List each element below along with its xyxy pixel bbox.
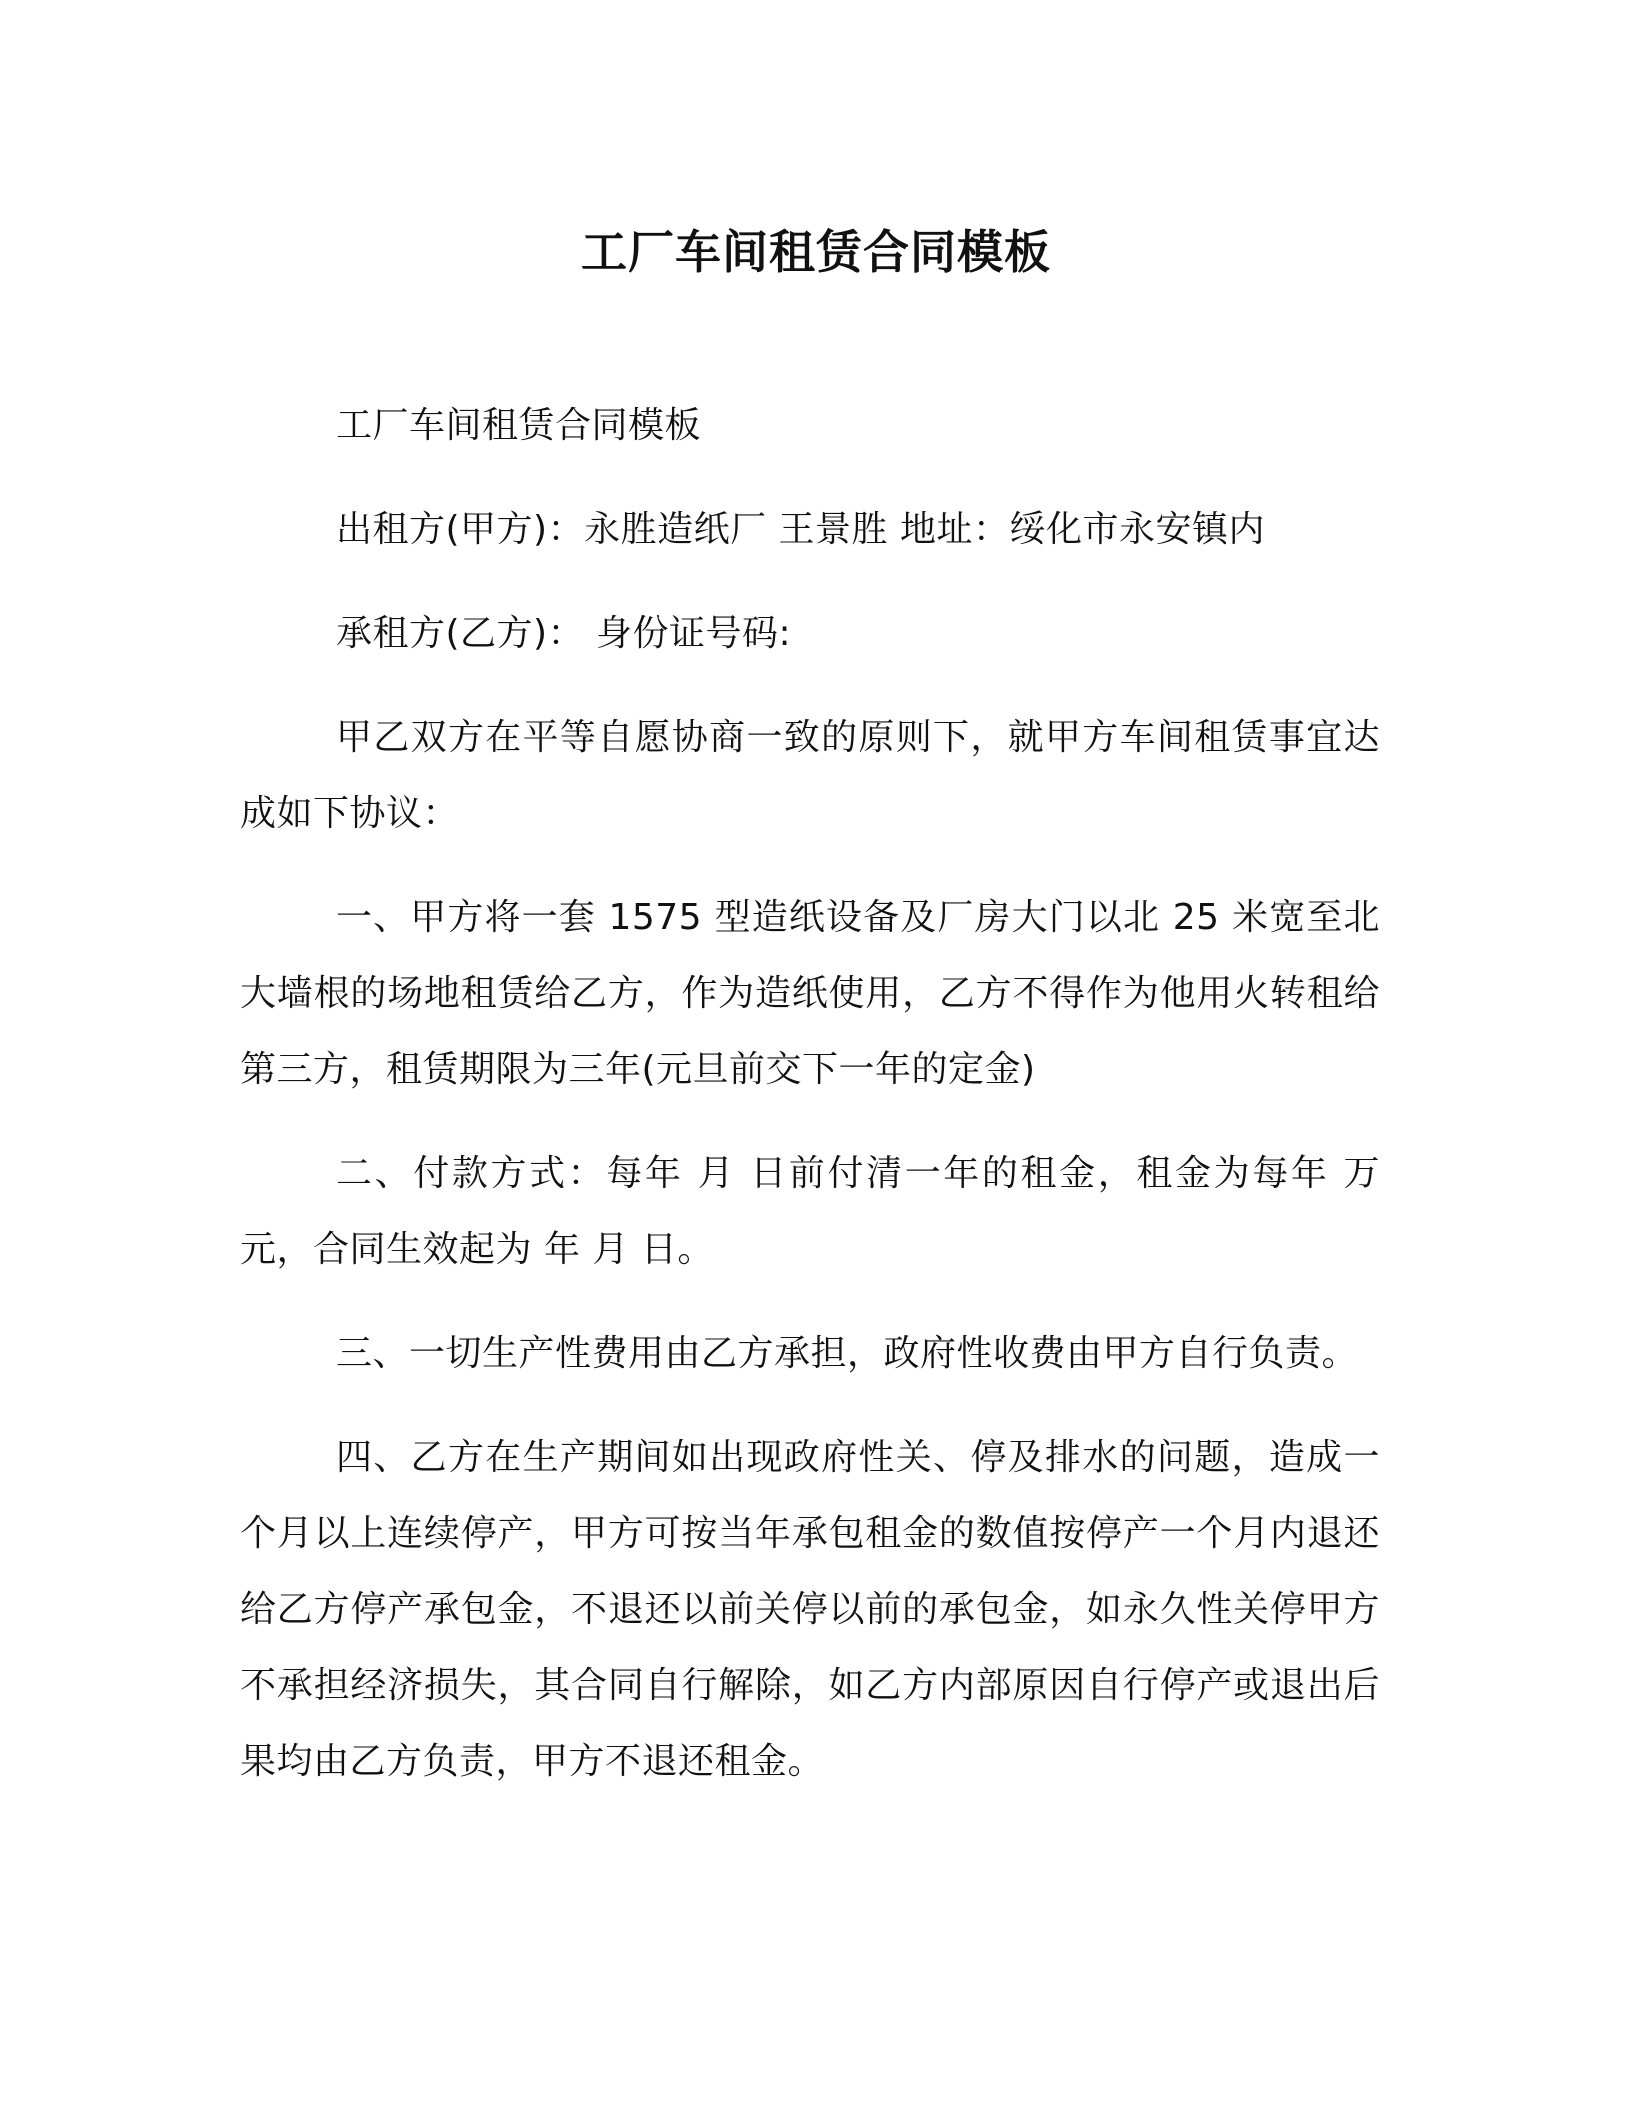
paragraph-clause-1: 一、甲方将一套 1575 型造纸设备及厂房大门以北 25 米宽至北大墙根的场地租赁给乙方，作为造纸使用，乙方不得作为他用火转租给第三方，租赁期限为三年(元旦前交下一年的定金) [240,897,1380,1090]
paragraph-clause-3: 三、一切生产性费用由乙方承担，政府性收费由甲方自行负责。 [336,1333,1359,1374]
paragraph-lessor: 出租方(甲方)：永胜造纸厂 王景胜 地址：绥化市永安镇内 [336,509,1265,550]
paragraph-lessee: 承租方(乙方)： 身份证号码: [336,613,792,654]
paragraph-subtitle: 工厂车间租赁合同模板 [336,405,702,446]
paragraph-clause-2: 二、付款方式：每年 月 日前付清一年的租金，租金为每年 万元，合同生效起为 年 月 日。 [240,1153,1380,1270]
document-body [240,388,1380,1828]
paragraph-preamble: 甲乙双方在平等自愿协商一致的原则下，就甲方车间租赁事宜达成如下协议： [240,717,1380,834]
document-title: 工厂车间租赁合同模板 [581,225,1051,279]
paragraph-clause-4: 四、乙方在生产期间如出现政府性关、停及排水的问题，造成一个月以上连续停产，甲方可按当年承包租金的数值按停产一个月内退还给乙方停产承包金，不退还以前关停以前的承包金，如永久性关停甲方不承担经济损失，其合同自行解除，如乙方内部原因自行停产或退出后果均由乙方负责，甲方不退还租金。 [240,1437,1380,1782]
